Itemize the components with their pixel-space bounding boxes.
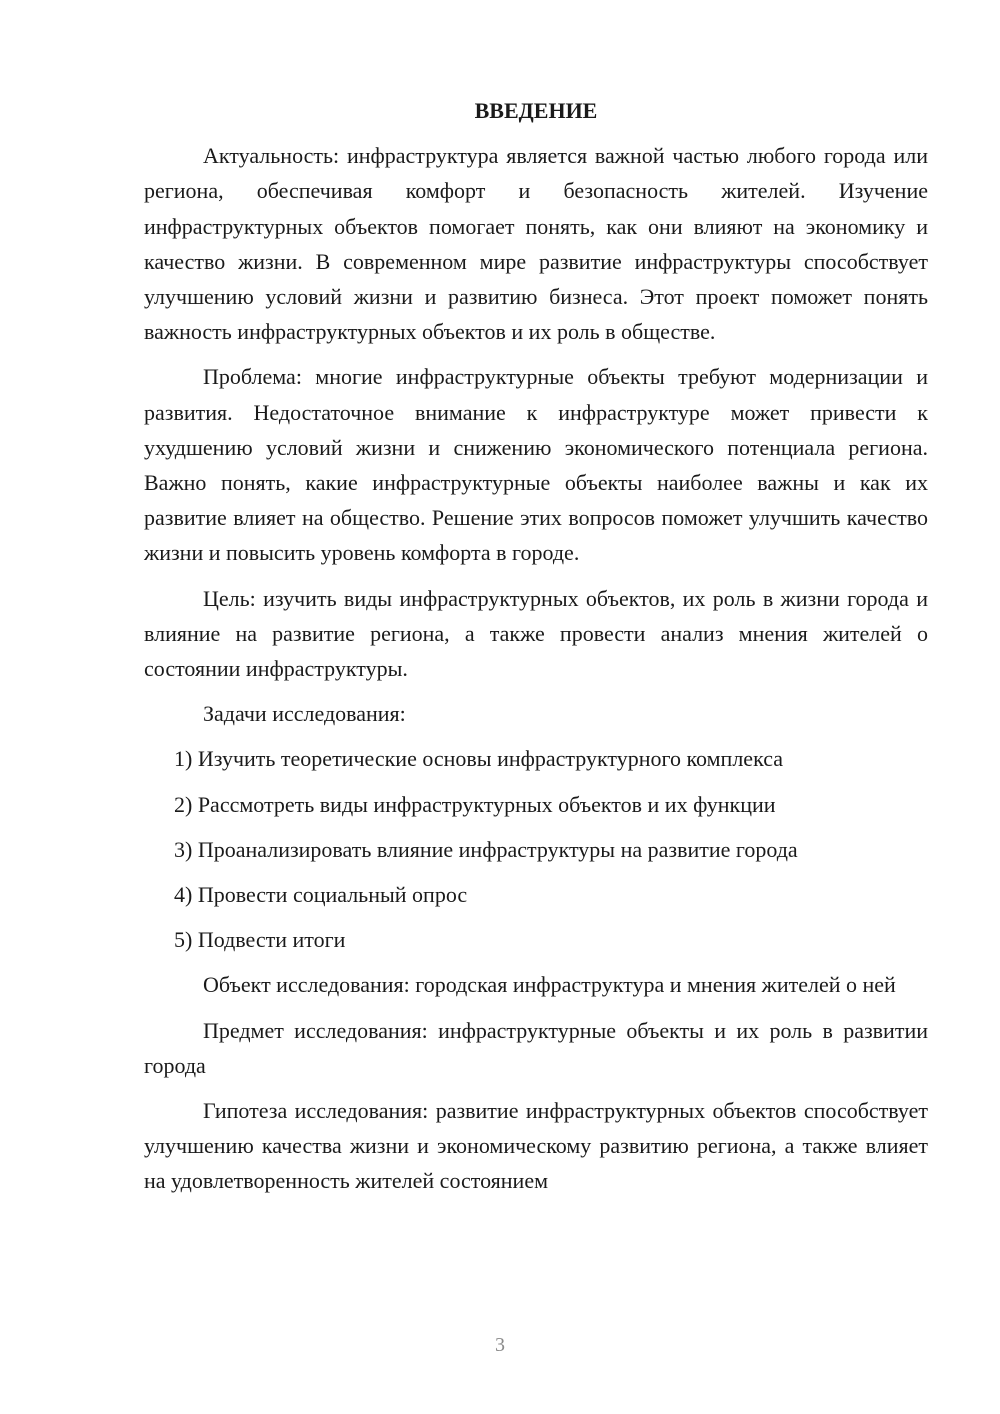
task-list — [144, 741, 928, 957]
list-item: 3) Проанализировать влияние инфраструктуры на развитие города — [174, 836, 798, 862]
page-number: 3 — [495, 1334, 505, 1356]
list-item: 2) Рассмотреть виды инфраструктурных объектов и их функции — [174, 791, 776, 817]
paragraph-hypothesis: Гипотеза исследования: развитие инфраструктурных объектов способствует улучшению качества жизни и экономическому развитию региона, а также влияет на удовлетворенность жителей состоянием — [144, 1098, 928, 1194]
paragraph-goal: Цель: изучить виды инфраструктурных объектов, их роль в жизни города и влияние на развитие региона, а также провести анализ мнения жителей о состоянии инфраструктуры. — [144, 585, 928, 682]
paragraph-object: Объект исследования: городская инфраструктура и мнения жителей о ней — [203, 972, 896, 998]
paragraph-relevance: Актуальность: инфраструктура является важной частью любого города или региона, обеспечивая комфорт и безопасность жителей. Изучение инфраструктурных объектов помогает понять, как они влияют на экономику и качество жизни. В современном мире развитие инфраструктуры способствует улучшению условий жизни и развитию бизнеса. Этот проект поможет понять важность инфраструктурных объектов и их роль в обществе. — [144, 143, 928, 345]
page-content — [144, 93, 928, 1209]
tasks-heading: Задачи исследования: — [203, 701, 406, 727]
paragraph-problem: Проблема: многие инфраструктурные объекты требуют модернизации и развития. Недостаточное внимание к инфраструктуре может привести к ухудшению условий жизни и снижению экономического потенциала региона. Важно понять, какие инфраструктурные объекты наиболее важны и как их развитие влияет на общество. Решение этих вопросов поможет улучшить качество жизни и повысить уровень комфорта в городе. — [144, 364, 928, 566]
list-item: 1) Изучить теоретические основы инфраструктурного комплекса — [174, 746, 784, 772]
section-title: ВВЕДЕНИЕ — [474, 98, 598, 123]
list-item: 4) Провести социальный опрос — [174, 882, 468, 908]
list-item: 5) Подвести итоги — [174, 927, 346, 953]
paragraph-subject: Предмет исследования: инфраструктурные объекты и их роль в развитии города — [144, 1017, 928, 1078]
